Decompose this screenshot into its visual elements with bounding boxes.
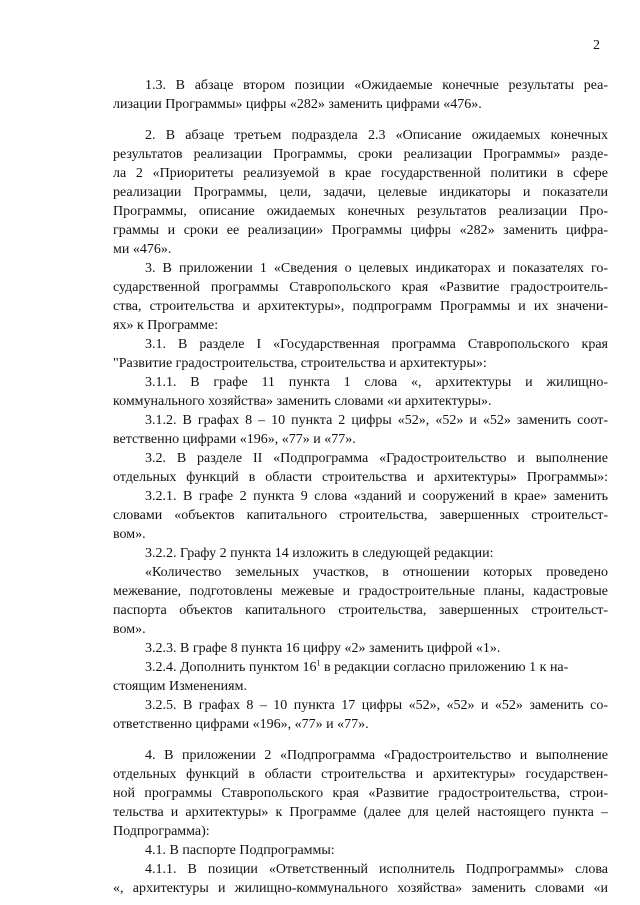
paragraph-line: 3.2.2. Графу 2 пункта 14 изложить в следующей редакции: bbox=[145, 546, 494, 561]
paragraph-line: словами «объектов капитального строительства, завершенных строительст- bbox=[113, 508, 608, 523]
paragraph-line: паспорта объектов капитального строительства, завершенных строительст- bbox=[113, 603, 608, 618]
paragraph-line: 3.1. В разделе I «Государственная программа Ставропольского края bbox=[145, 337, 608, 352]
paragraph-line: ной программы Ставропольского края «Развитие градостроительства, строи- bbox=[113, 786, 608, 801]
paragraph-line: отдельных функций в области строительства и архитектуры» государствен- bbox=[113, 767, 608, 782]
paragraph-line: отдельных функций в области строительства и архитектуры» Программы»: bbox=[113, 470, 608, 485]
paragraph-line: 3.1.2. В графах 8 – 10 пункта 2 цифры «52», «52» и «52» заменить соот- bbox=[145, 413, 608, 428]
paragraph-line: 2. В абзаце третьем подраздела 2.3 «Описание ожидаемых конечных bbox=[145, 128, 608, 143]
paragraph-line: 3.2.3. В графе 8 пункта 16 цифру «2» заменить цифрой «1». bbox=[145, 641, 501, 656]
paragraph-line: коммунального хозяйства» заменить словами «и архитектуры». bbox=[113, 394, 492, 409]
paragraph-line: 4.1.1. В позиции «Ответственный исполнитель Подпрограммы» слова bbox=[145, 862, 608, 877]
paragraph-line: Подпрограмма): bbox=[113, 824, 210, 839]
paragraph-line: ла 2 «Приоритеты реализуемой в крае государственной политики в сфере bbox=[113, 166, 608, 181]
paragraph-line: результатов реализации Программы, сроки реализации Программы» разде- bbox=[113, 147, 608, 162]
paragraph-line: лизации Программы» цифры «282» заменить цифрами «476». bbox=[113, 97, 482, 112]
paragraph-line bbox=[145, 658, 608, 677]
paragraph-line: сударственной программы Ставропольского края «Развитие градостроитель- bbox=[113, 280, 608, 295]
paragraph-line: стоящим Изменениям. bbox=[113, 679, 247, 694]
paragraph-text: в редакции согласно приложению 1 к на- bbox=[320, 660, 569, 675]
paragraph-line: граммы и сроки ее реализации» Программы цифры «282» заменить цифра- bbox=[113, 223, 608, 238]
paragraph-line: Программы, описание ожидаемых конечных результатов реализации Про- bbox=[113, 204, 608, 219]
paragraph-line: ответственно цифрами «196», «77» и «77». bbox=[113, 717, 369, 732]
paragraph-line: межевание, подготовлены межевые и градостроительные планы, кадастровые bbox=[113, 584, 608, 599]
paragraph-line: вом». bbox=[113, 622, 146, 637]
paragraph-line: ми «476». bbox=[113, 242, 172, 257]
paragraph-line: 3.1.1. В графе 11 пункта 1 слова «, архитектуры и жилищно- bbox=[145, 375, 608, 390]
page-number: 2 bbox=[593, 38, 600, 53]
paragraph-line: 3.2. В разделе II «Подпрограмма «Градостроительство и выполнение bbox=[145, 451, 608, 466]
paragraph-line: реализации Программы, цели, задачи, целевые индикаторы и показатели bbox=[113, 185, 608, 200]
paragraph-line: тельства и архитектуры» к Программе (далее для целей настоящего пункта – bbox=[113, 805, 608, 820]
paragraph-line: 3.2.5. В графах 8 – 10 пункта 17 цифры «52», «52» и «52» заменить со- bbox=[145, 698, 608, 713]
superscript: 1 bbox=[316, 658, 321, 668]
paragraph-line: "Развитие градостроительства, строительства и архитектуры»: bbox=[113, 356, 487, 371]
paragraph-line: 4.1. В паспорте Подпрограммы: bbox=[145, 843, 335, 858]
paragraph-line: ства, строительства и архитектуры», подпрограмм Программы и их значени- bbox=[113, 299, 608, 314]
paragraph-line: 1.3. В абзаце втором позиции «Ожидаемые конечные результаты реа- bbox=[145, 78, 608, 93]
paragraph-line: «Количество земельных участков, в отношении которых проведено bbox=[145, 565, 608, 580]
paragraph-line: 3. В приложении 1 «Сведения о целевых индикаторах и показателях го- bbox=[145, 261, 608, 276]
paragraph-line: ях» к Программе: bbox=[113, 318, 219, 333]
paragraph-line: ветственно цифрами «196», «77» и «77». bbox=[113, 432, 356, 447]
paragraph-line: «, архитектуры и жилищно-коммунального хозяйства» заменить словами «и bbox=[113, 881, 608, 896]
paragraph-text: 3.2.4. Дополнить пунктом 16 bbox=[145, 660, 317, 675]
paragraph-line: вом». bbox=[113, 527, 146, 542]
paragraph-line: 3.2.1. В графе 2 пункта 9 слова «зданий и сооружений в крае» заменить bbox=[145, 489, 608, 504]
paragraph-line: 4. В приложении 2 «Подпрограмма «Градостроительство и выполнение bbox=[145, 748, 608, 763]
